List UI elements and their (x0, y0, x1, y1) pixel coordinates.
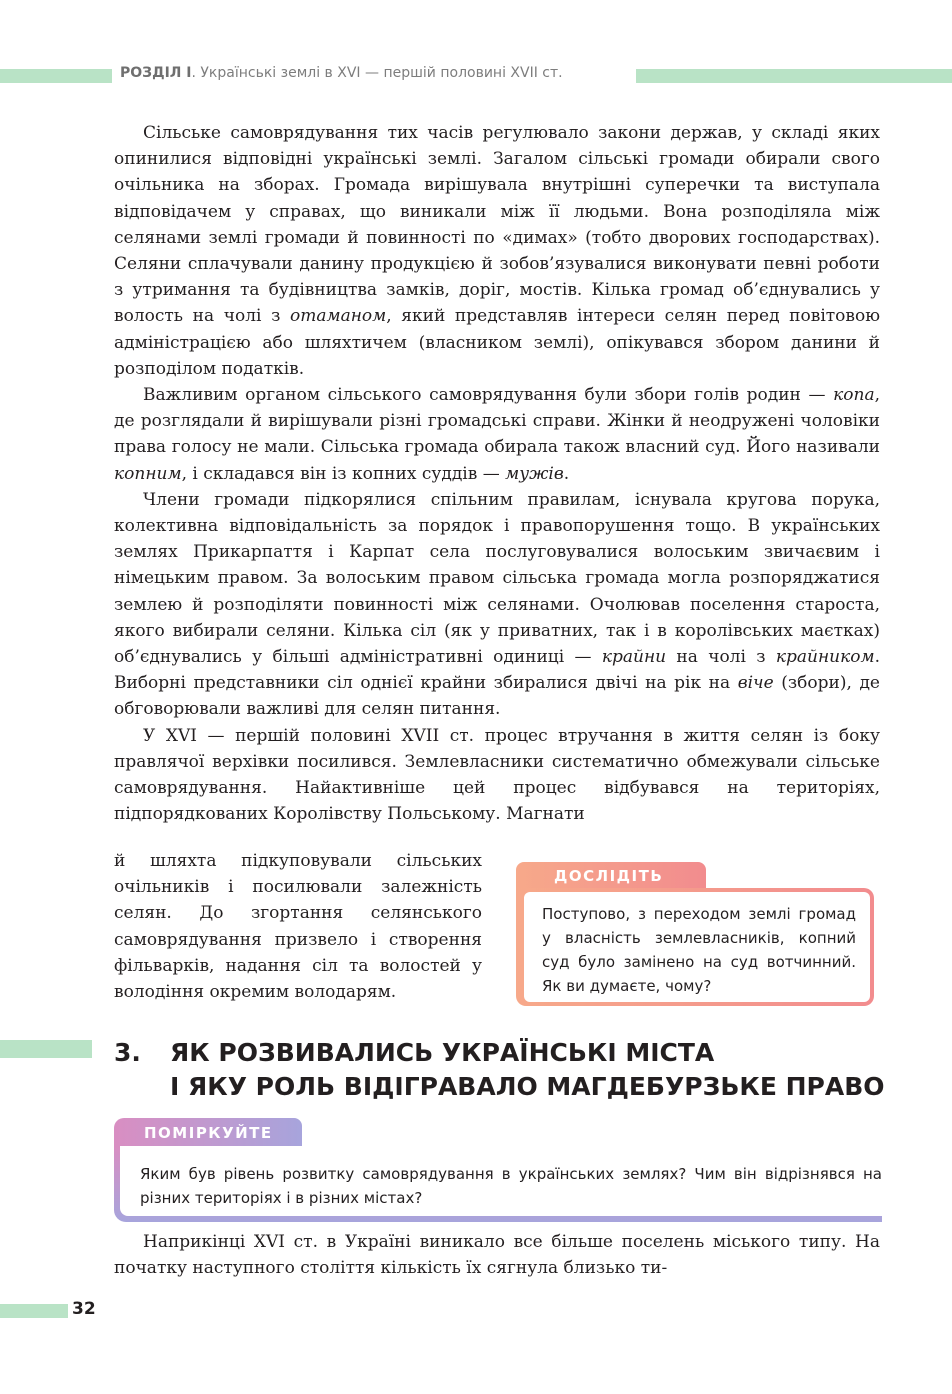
text-run: . (563, 463, 570, 484)
think-callout (114, 1118, 882, 1224)
paragraph-1 (114, 120, 880, 382)
think-callout-frame (114, 1146, 882, 1222)
research-callout (516, 862, 878, 1010)
text-run: , де розглядали й вирішували різні громадські справи. Жінки й неодружені чоловіки права голосу не мали. Сільська громада обирала також власний суд. Його називали (114, 385, 880, 458)
closing-text-block (114, 1229, 880, 1281)
section-title (170, 1036, 890, 1104)
running-header (120, 65, 630, 81)
italic-term: крайни (601, 647, 667, 668)
text-run: (збори), де обговорювали важливі для селян питання. (114, 673, 880, 720)
header-section-label: РОЗДІЛ І (120, 65, 192, 81)
research-callout-text: Поступово, з переходом землі громад у власність землевласників, копний суд було замінено на суд вотчинний. Як ви думаєте, чому? (524, 892, 870, 1002)
paragraph-3 (114, 487, 880, 723)
text-run: , і складався він із копних суддів — (181, 463, 506, 484)
think-callout-tab (114, 1118, 302, 1148)
text-run: Члени громади підкорялися спільним правилам, існувала кругова порука, колективна відповідальність за порядок і правопорушення тощо. В українських землях Прикарпаття і Карпат села послуговувалися волоським звичаєвим і німецьким правом. За волоським правом сільська громада могла розпоряджатися землею й розподіляти повинності між селянами. Очолював поселення староста, якого вибирали селяни. Кілька сіл (як у приватних, так і в королівських маєтках) об’єднувались у більші адміністративні одиниці — (114, 489, 880, 668)
header-decor-bar-right (636, 69, 952, 83)
paragraph-4-continued: й шляхта підкуповували сільських очільників і посилювали залежність селян. До згортання селянського самоврядування призвело і створення фільварків, надання сіл та волостей у володіння окремим володарям. (114, 851, 482, 1003)
research-callout-tab (516, 862, 706, 890)
text-run: Важливим органом сільського самоврядування були збори голів родин — (143, 385, 834, 406)
section-title-line-2: І ЯКУ РОЛЬ ВІДІГРАВАЛО МАГДЕБУРЗЬКЕ ПРАВО (170, 1072, 885, 1101)
text-run: на чолі з (666, 647, 776, 668)
text-run: . Виборні представники сіл однієї крайни збиралися двічі на рік на (114, 647, 880, 694)
think-callout-label: ПОМІРКУЙТЕ (144, 1124, 273, 1142)
think-callout-text: Яким був рівень розвитку самоврядування в українських землях? Чим він відрізнявся на різних територіях і в різних містах? (120, 1146, 882, 1216)
text-run: , який представляв інтереси селян перед повітовою адміністрацією або шляхтичем (власником землі), опікувався збором данини й розподілом податків. (114, 306, 880, 379)
italic-term: крайником (775, 647, 875, 668)
paragraph-5: Наприкінці XVI ст. в Україні виникало все більше поселень міського типу. На початку наступного століття кількість їх сягнула близько ти- (114, 1232, 880, 1279)
italic-term: копним (114, 463, 182, 484)
section-title-line-1: ЯК РОЗВИВАЛИСЬ УКРАЇНСЬКІ МІСТА (170, 1038, 715, 1067)
header-decor-bar-left (0, 69, 112, 83)
main-text-block (114, 120, 880, 827)
italic-term: копа (833, 385, 875, 406)
page-number: 32 (72, 1299, 96, 1319)
section-number: 3. (114, 1038, 141, 1067)
paragraph-2 (114, 382, 880, 487)
section-decor-bar (0, 1040, 92, 1058)
paragraph-4: У XVI — першій половині XVII ст. процес втручання в життя селян із боку правлячої верхівки посилився. Землевласники систематично обмежували сільське самоврядування. Найактивніше цей процес відбувався на територіях, підпорядкованих Королівству Польському. Магнати (114, 725, 880, 825)
header-section-title: . Українські землі в XVI — першій половині XVII ст. (191, 65, 563, 81)
text-run: Сільське самоврядування тих часів регулювало закони держав, у складі яких опинилися відповідні українські землі. Загалом сільські громади обирали свого очільника на зборах. Громада вирішувала внутрішні суперечки та виступала відповідачем у справах, що виникали між її людьми. Вона розподіляла між селянами землі громади й повинності по «димах» (тобто дворових господарствах). Селяни сплачували данину продукцією й зобов’язувалися виконувати певні роботи з утримання та будівництва замків, доріг, мостів. Кілька громад об’єднувались у волость на чолі з (114, 123, 880, 327)
research-callout-label: ДОСЛІДІТЬ (554, 867, 664, 885)
research-callout-frame (516, 888, 874, 1006)
italic-term: отаманом (290, 306, 387, 327)
footer-decor-bar (0, 1304, 68, 1318)
italic-term: віче (737, 673, 774, 694)
italic-term: мужів (505, 463, 564, 484)
